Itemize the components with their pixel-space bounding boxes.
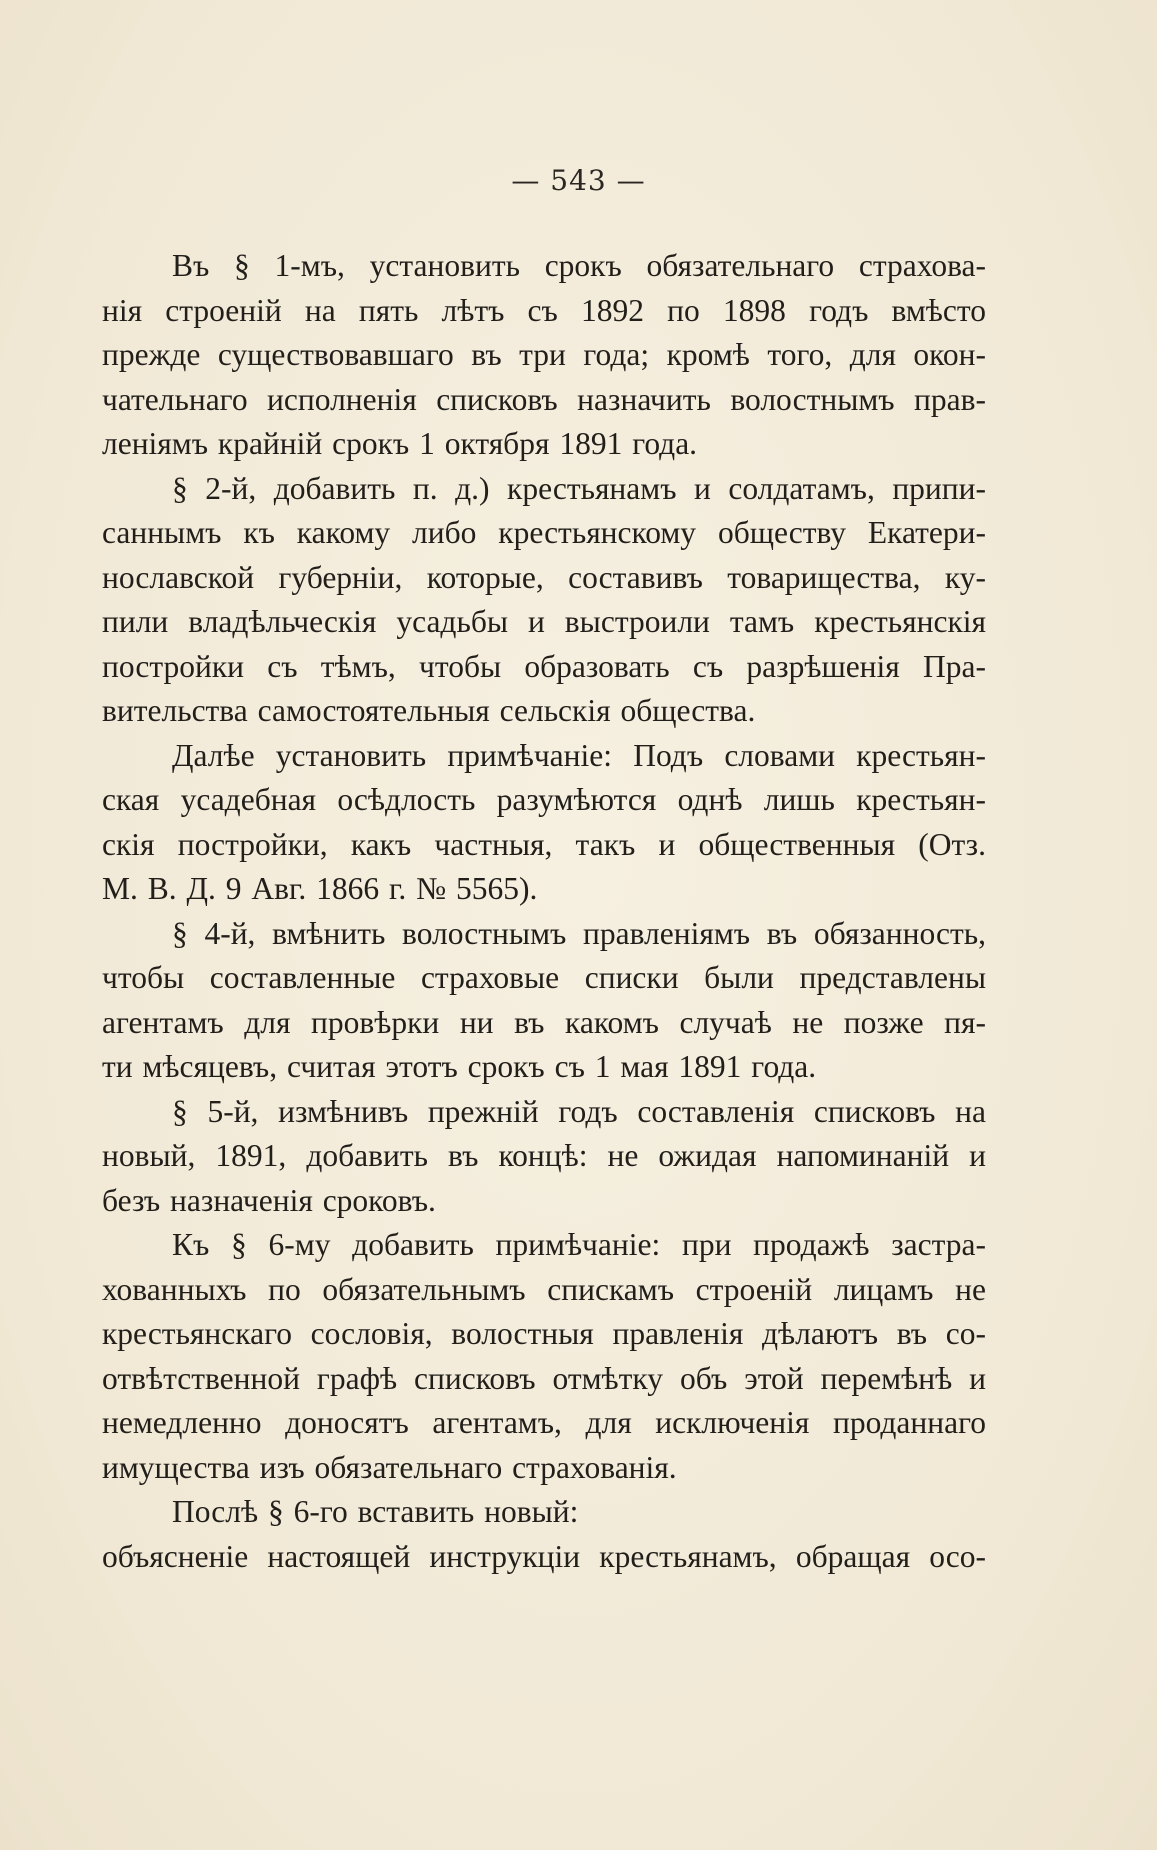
paragraph-2 — [102, 467, 986, 734]
text-line: пили владѣльческія усадьбы и выстроили тамъ крестьянскія — [102, 604, 986, 639]
text-line: объясненіе настоящей инструкціи крестьянамъ, обращая осо- — [102, 1538, 986, 1574]
text-line: нославской губерніи, которые, составивъ товарищества, ку- — [102, 559, 986, 595]
paragraph-4 — [102, 912, 986, 1090]
text-line: Далѣе установить примѣчаніе: Подъ словами крестьян- — [172, 737, 986, 773]
text-line: ти мѣсяцевъ, считая этотъ срокъ съ 1 мая 1891 года. — [102, 1049, 817, 1084]
text-line: § 2-й, добавить п. д.) крестьянамъ и солдатамъ, припи- — [172, 470, 986, 506]
text-line: § 4-й, вмѣнить волостнымъ правленіямъ въ обязанность, — [172, 915, 986, 951]
text-line: М. В. Д. 9 Авг. 1866 г. № 5565). — [102, 871, 538, 906]
text-line: Въ § 1-мъ, установить срокъ обязательнаго страхова- — [172, 248, 986, 283]
paragraph-1 — [102, 244, 986, 467]
text-line: Къ § 6-му добавить примѣчаніе: при продажѣ застра- — [172, 1227, 986, 1262]
text-line: чательнаго исполненія списковъ назначить волостнымъ прав- — [102, 381, 986, 417]
text-line: ская усадебная осѣдлость разумѣются однѣ лишь крестьян- — [102, 782, 986, 817]
body-text — [102, 244, 986, 1579]
text-line: хованныхъ по обязательнымъ спискамъ строеній лицамъ не — [102, 1271, 986, 1307]
text-line: вительства самостоятельныя сельскія общества. — [102, 693, 756, 728]
text-line: отвѣтственной графѣ списковъ отмѣтку объ этой перемѣнѣ и — [102, 1360, 986, 1396]
text-line: прежде существовавшаго въ три года; кромѣ того, для окон- — [102, 337, 986, 372]
text-line: безъ назначенія сроковъ. — [102, 1182, 436, 1218]
text-line: постройки съ тѣмъ, чтобы образовать съ разрѣшенія Пра- — [102, 648, 986, 684]
paragraph-7 — [102, 1490, 986, 1579]
text-line: саннымъ къ какому либо крестьянскому обществу Екатери- — [102, 515, 986, 550]
paragraph-3 — [102, 734, 986, 912]
text-line: леніямъ крайній срокъ 1 октября 1891 года. — [102, 426, 698, 461]
text-line: нія строеній на пять лѣтъ съ 1892 по 1898 годъ вмѣсто — [102, 292, 986, 328]
text-line: агентамъ для провѣрки ни въ какомъ случаѣ не позже пя- — [102, 1004, 986, 1040]
text-line: Послѣ § 6-го вставить новый: — [172, 1494, 579, 1529]
text-line: имущества изъ обязательнаго страхованія. — [102, 1449, 677, 1485]
page-number: — 543 — — [511, 164, 646, 197]
text-line: крестьянскаго сословія, волостныя правленія дѣлаютъ въ со- — [102, 1316, 986, 1351]
text-line: скія постройки, какъ частныя, такъ и общественныя (Отз. — [102, 826, 986, 862]
paragraph-5 — [102, 1090, 986, 1224]
paragraph-6 — [102, 1223, 986, 1490]
text-line: немедленно доносятъ агентамъ, для исключенія проданнаго — [102, 1405, 986, 1440]
text-line: § 5-й, измѣнивъ прежній годъ составленія списковъ на — [172, 1093, 986, 1129]
text-line: чтобы составленные страховые списки были представлены — [102, 960, 986, 995]
text-line: новый, 1891, добавить въ концѣ: не ожидая напоминаній и — [102, 1138, 986, 1173]
